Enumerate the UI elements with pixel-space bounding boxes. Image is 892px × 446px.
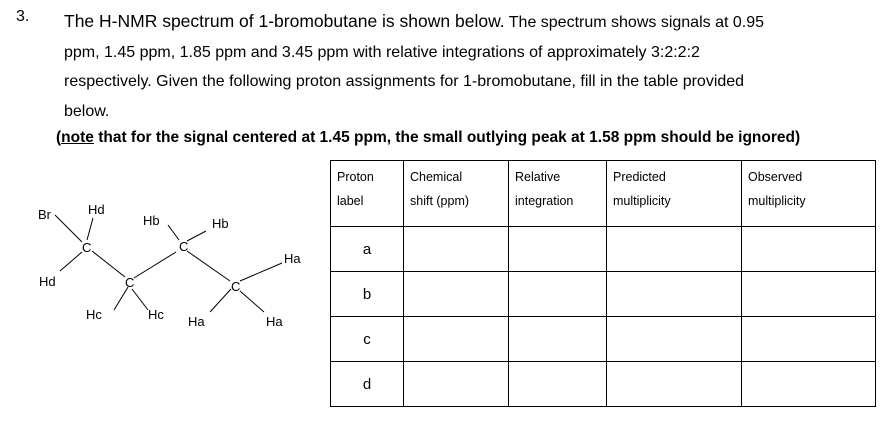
proton-label-cell: b bbox=[331, 272, 404, 317]
integration-cell[interactable] bbox=[509, 272, 607, 317]
bond bbox=[92, 251, 125, 277]
header-text: Predicted bbox=[613, 170, 666, 184]
question-line4: below. bbox=[64, 102, 110, 120]
atom-label: C bbox=[125, 275, 135, 290]
bond bbox=[240, 291, 264, 312]
observed-multiplicity-cell[interactable] bbox=[742, 272, 876, 317]
header-text: label bbox=[337, 194, 364, 208]
observed-multiplicity-cell[interactable] bbox=[742, 317, 876, 362]
proton-label-cell: a bbox=[331, 227, 404, 272]
header-chemical-shift bbox=[404, 161, 509, 227]
predicted-multiplicity-cell[interactable] bbox=[607, 362, 742, 407]
atom-label: Ha bbox=[188, 314, 205, 329]
bond bbox=[187, 231, 206, 241]
bond bbox=[134, 252, 176, 278]
header-text: multiplicity bbox=[613, 194, 671, 208]
integration-cell[interactable] bbox=[509, 227, 607, 272]
atom-label: C bbox=[82, 240, 92, 255]
note-open: ( bbox=[56, 129, 62, 146]
question-text bbox=[64, 7, 824, 126]
table-row bbox=[331, 272, 876, 317]
bond bbox=[114, 287, 128, 310]
atom-label: Hd bbox=[39, 274, 56, 289]
atom-label: Hb bbox=[212, 216, 229, 231]
predicted-multiplicity-cell[interactable] bbox=[607, 317, 742, 362]
header-text: shift (ppm) bbox=[410, 194, 470, 208]
proton-label-cell: d bbox=[331, 362, 404, 407]
chemical-shift-cell[interactable] bbox=[404, 227, 509, 272]
question-number: 3. bbox=[16, 8, 30, 25]
atom-label: Br bbox=[38, 207, 51, 222]
note-text bbox=[56, 129, 800, 147]
integration-cell[interactable] bbox=[509, 317, 607, 362]
header-text: Chemical bbox=[410, 170, 463, 184]
predicted-multiplicity-cell[interactable] bbox=[607, 227, 742, 272]
bond-lines bbox=[55, 215, 282, 312]
bond bbox=[132, 289, 148, 310]
note-rest: that for the signal centered at 1.45 ppm, the small outlying peak at 1.58 ppm should be ignored) bbox=[93, 129, 801, 146]
chemical-shift-cell[interactable] bbox=[404, 272, 509, 317]
header-observed-multiplicity bbox=[742, 161, 876, 227]
header-text: multiplicity bbox=[748, 194, 806, 208]
assignment-table bbox=[330, 160, 876, 407]
bromobutane-structure bbox=[30, 195, 320, 345]
chemical-shift-cell[interactable] bbox=[404, 362, 509, 407]
bond bbox=[55, 215, 82, 242]
question-line2: ppm, 1.45 ppm, 1.85 ppm and 3.45 ppm with relative integrations of approximately 3:2:2:2 bbox=[64, 43, 700, 61]
question-line1: The H-NMR spectrum of 1-bromobutane is shown below. bbox=[64, 11, 505, 31]
header-text: integration bbox=[515, 194, 574, 208]
atom-label: Ha bbox=[284, 251, 301, 266]
note-word: note bbox=[61, 129, 94, 146]
header-predicted-multiplicity bbox=[607, 161, 742, 227]
bond bbox=[168, 225, 179, 240]
header-text: Relative bbox=[515, 170, 561, 184]
bond bbox=[210, 289, 231, 312]
header-text: Observed bbox=[748, 170, 803, 184]
question-line3: respectively. Given the following proton assignments for 1-bromobutane, fill in the table provided bbox=[64, 73, 745, 90]
atom-label: Ha bbox=[266, 314, 283, 329]
question-line1b: The spectrum shows signals at 0.95 bbox=[504, 14, 764, 31]
integration-cell[interactable] bbox=[509, 362, 607, 407]
atom-label: Hb bbox=[143, 213, 160, 228]
observed-multiplicity-cell[interactable] bbox=[742, 362, 876, 407]
observed-multiplicity-cell[interactable] bbox=[742, 227, 876, 272]
atom-label: C bbox=[231, 279, 241, 294]
table-row bbox=[331, 362, 876, 407]
header-proton-label bbox=[331, 161, 404, 227]
atom-label: C bbox=[179, 239, 189, 254]
bond bbox=[60, 252, 82, 271]
chemical-shift-cell[interactable] bbox=[404, 317, 509, 362]
table-row bbox=[331, 317, 876, 362]
header-relative-integration bbox=[509, 161, 607, 227]
predicted-multiplicity-cell[interactable] bbox=[607, 272, 742, 317]
atom-label: Hc bbox=[148, 307, 164, 322]
table-row bbox=[331, 227, 876, 272]
bond bbox=[87, 218, 93, 240]
proton-label-cell: c bbox=[331, 317, 404, 362]
header-text: Proton bbox=[337, 170, 374, 184]
bond bbox=[240, 263, 282, 281]
atom-label: Hd bbox=[88, 202, 105, 217]
bond bbox=[187, 251, 230, 281]
atom-label: Hc bbox=[86, 307, 102, 322]
header-row bbox=[331, 161, 876, 227]
